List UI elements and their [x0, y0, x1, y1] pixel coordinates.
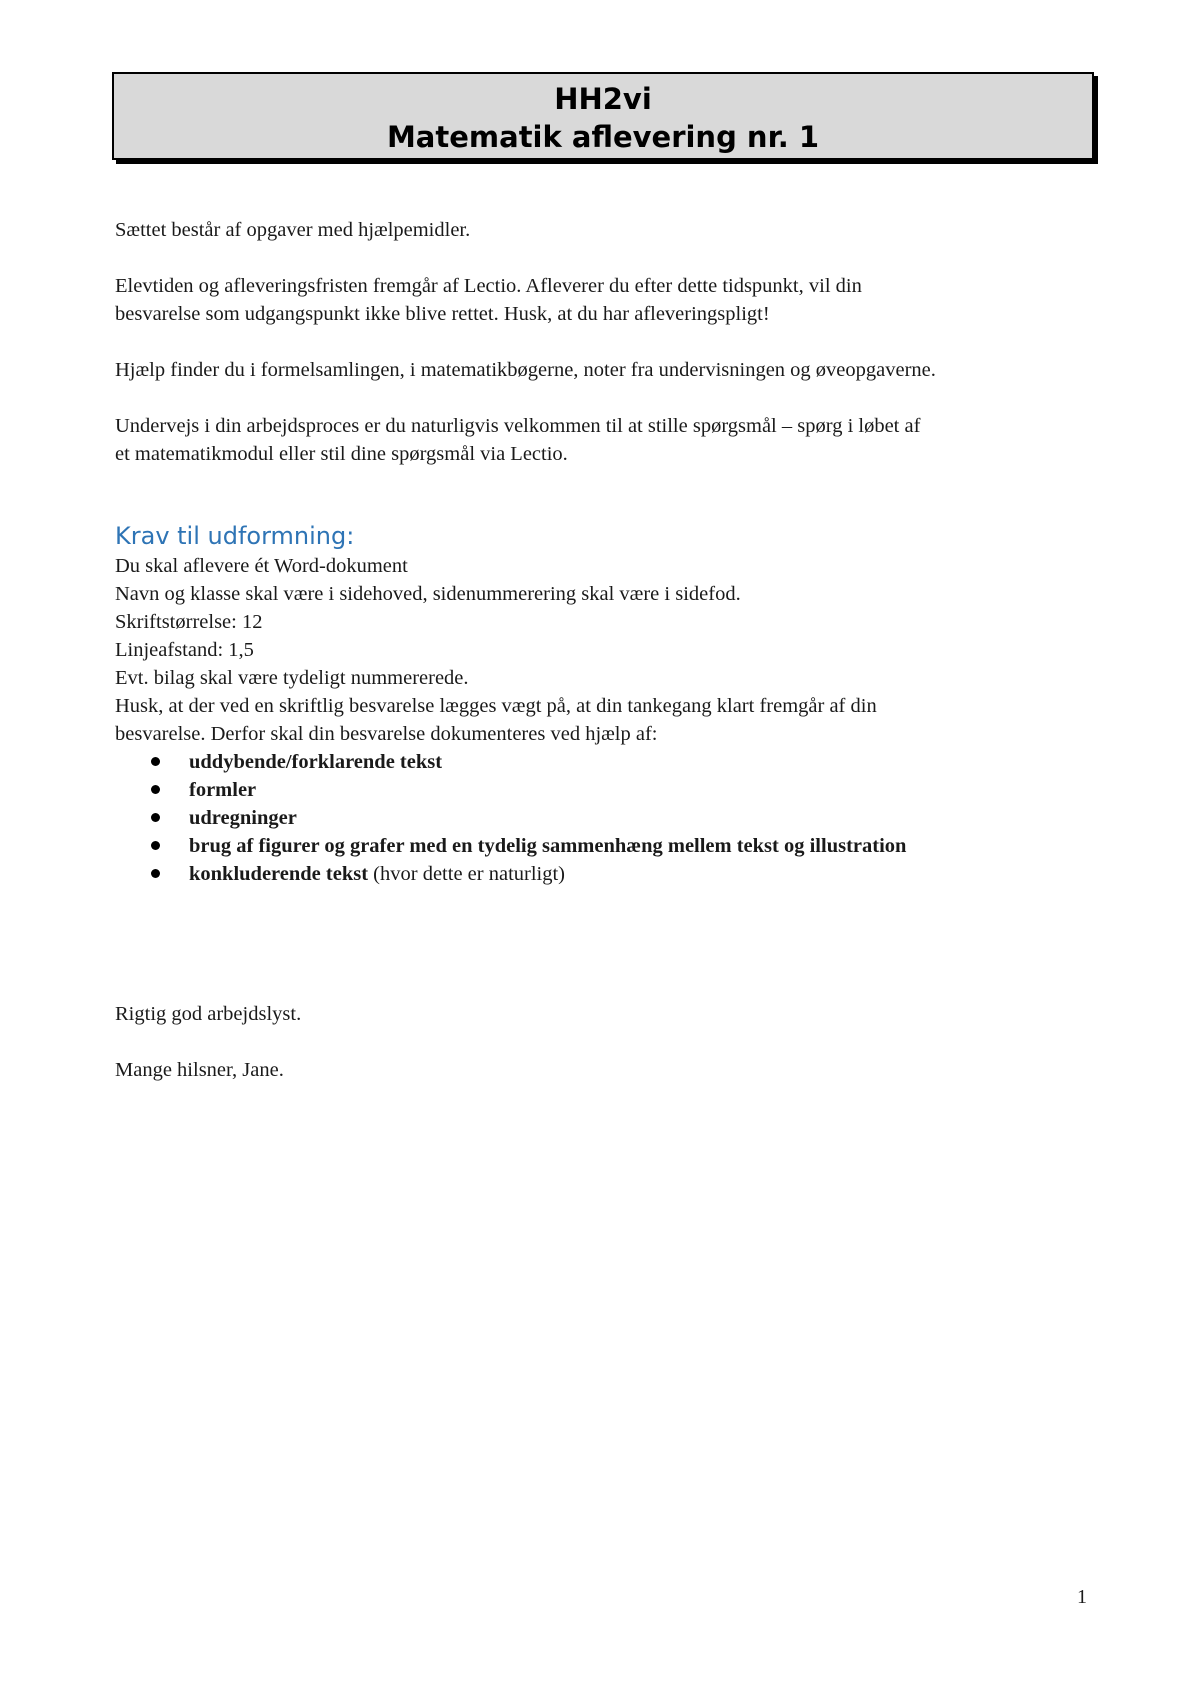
documentation-bullet-list: [115, 748, 1115, 888]
intro-paragraph-4-line-2: et matematikmodul eller stil dine spørgsmål via Lectio.: [115, 443, 568, 465]
intro-paragraph-2-line-1: Elevtiden og afleveringsfristen fremgår af Lectio. Afleverer du efter dette tidspunkt, vil din: [115, 275, 862, 297]
title-class: HH2vi: [554, 82, 652, 116]
bullet-bold-text: formler: [189, 779, 257, 801]
requirement-line: Skriftstørrelse: 12: [115, 611, 263, 633]
intro-paragraph-3: Hjælp finder du i formelsamlingen, i matematikbøgerne, noter fra undervisningen og øveopgaverne.: [115, 359, 936, 381]
requirement-line: besvarelse. Derfor skal din besvarelse dokumenteres ved hjælp af:: [115, 723, 658, 745]
bullet-normal-text: (hvor dette er naturligt): [368, 863, 565, 885]
document-body: [115, 216, 1115, 1112]
requirements-heading: Krav til udformning:: [115, 522, 355, 550]
bullet-bold-text: brug af figurer og grafer med en tydelig sammenhæng mellem tekst og illustration: [189, 835, 907, 857]
list-item: [151, 776, 1115, 804]
intro-paragraph-2: [115, 272, 1115, 328]
list-item: [151, 860, 1115, 888]
list-item: [151, 748, 1115, 776]
requirement-line: Linjeafstand: 1,5: [115, 639, 254, 661]
list-item: [151, 804, 1115, 832]
requirement-line: Du skal aflevere ét Word-dokument: [115, 555, 408, 577]
closing: [115, 1000, 1115, 1084]
title-assignment: Matematik aflevering nr. 1: [386, 120, 820, 154]
bullet-icon: [151, 841, 160, 850]
intro-paragraph-4: [115, 412, 1115, 468]
closing-signature: Mange hilsner, Jane.: [115, 1059, 284, 1081]
intro-paragraph-4-line-1: Undervejs i din arbejdsproces er du naturligvis velkommen til at stille spørgsmål – spørg i løbet af: [115, 415, 921, 437]
requirement-line: Evt. bilag skal være tydeligt nummererede.: [115, 667, 469, 689]
requirements-lines: [115, 552, 1115, 748]
bullet-bold-text: udregninger: [189, 807, 297, 829]
bullet-bold-text: konkluderende tekst: [189, 863, 369, 885]
closing-wish: Rigtig god arbejdslyst.: [115, 1003, 302, 1025]
page-number: 1: [1077, 1586, 1087, 1608]
bullet-bold-text: uddybende/forklarende tekst: [189, 751, 443, 773]
intro-paragraph-2-line-2: besvarelse som udgangspunkt ikke blive rettet. Husk, at du har afleveringspligt!: [115, 303, 770, 325]
bullet-icon: [151, 813, 160, 822]
list-item: [151, 832, 1115, 860]
requirement-line: Navn og klasse skal være i sidehoved, sidenummerering skal være i sidefod.: [115, 583, 741, 605]
bullet-icon: [151, 757, 160, 766]
intro-paragraph-1: Sættet består af opgaver med hjælpemidler.: [115, 219, 471, 241]
bullet-icon: [151, 869, 160, 878]
bullet-icon: [151, 785, 160, 794]
title-box: [112, 72, 1094, 160]
requirement-line: Husk, at der ved en skriftlig besvarelse lægges vægt på, at din tankegang klart fremgår af din: [115, 695, 877, 717]
